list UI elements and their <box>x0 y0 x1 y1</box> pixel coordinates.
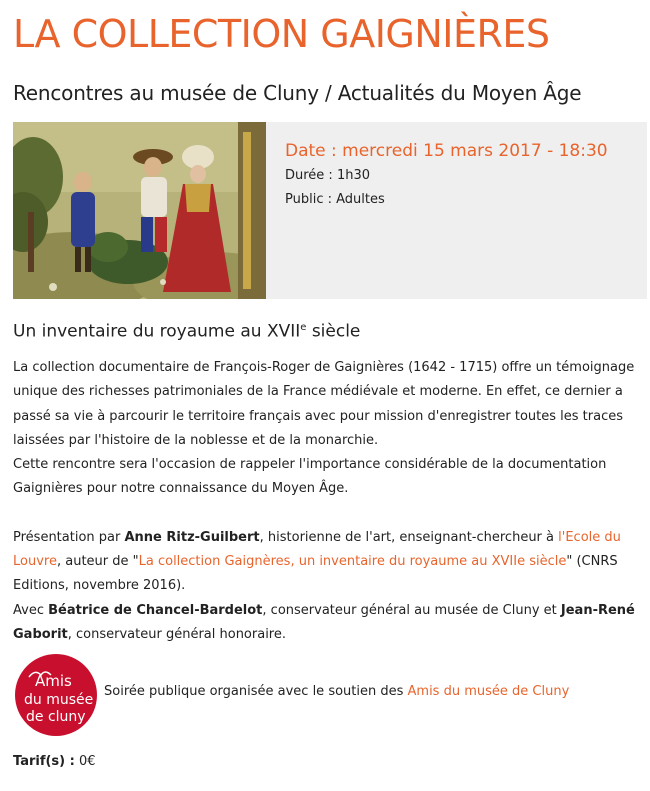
event-info-box <box>13 122 647 299</box>
section-title-main: Un inventaire du royaume au XVII <box>13 321 301 342</box>
event-audience: Public : Adultes <box>285 192 385 207</box>
presentation-text-a: Présentation par <box>13 529 125 545</box>
logo-text-line-3: de cluny <box>26 709 86 725</box>
speaker-name-3: Jean-René Gaborit <box>13 602 635 642</box>
presentation-text-d: " (CNRS Editions, novembre 2016). <box>13 554 618 594</box>
presentation-text-c: , auteur de " <box>56 554 139 570</box>
presentation-text-b: , historienne de l'art, enseignant-chercheur à <box>259 529 559 545</box>
partner-support-text: Soirée publique organisée avec le soutien des <box>104 684 408 699</box>
description-paragraph-1: La collection documentaire de François-Roger de Gaignières (1642 - 1715) offre un témoignage unique des richesses patrimoniales de la France médiévale et moderne. En effet, ce dernier a passé sa vie à parcourir le territoire français avec pour mission d'enregistrer toutes les traces laissées par l'histoire de la noblesse et de la monarchie. <box>13 360 635 448</box>
tarif-label: Tarif(s) : <box>13 754 75 769</box>
guests-paragraph <box>13 599 645 648</box>
description-paragraph-2: Cette rencontre sera l'occasion de rappeler l'importance considérable de la documentation Gaignières pour notre connaissance du Moyen Âge. <box>13 457 607 497</box>
presentation-paragraph <box>13 526 645 599</box>
section-title <box>13 314 360 346</box>
guests-text-c: , conservateur général honoraire. <box>67 626 286 642</box>
guests-text-a: Avec <box>13 602 49 618</box>
event-description <box>13 356 645 647</box>
page-title: LA COLLECTION GAIGNIÈRES <box>13 12 550 56</box>
speaker-name-2: Béatrice de Chancel-Bardelot <box>48 602 263 618</box>
section-title-end: siècle <box>306 321 361 342</box>
event-date: Date : mercredi 15 mars 2017 - 18:30 <box>285 141 608 161</box>
partner-text <box>104 681 569 703</box>
amis-du-musee-link[interactable]: Amis du musée de Cluny <box>407 684 570 699</box>
tarif-line <box>13 751 96 773</box>
event-details <box>285 138 608 212</box>
speaker-name-1: Anne Ritz-Guilbert <box>124 529 260 545</box>
partner-section <box>13 653 645 737</box>
page-subtitle: Rencontres au musée de Cluny / Actualités du Moyen Âge <box>13 81 582 105</box>
ecole-du-louvre-link[interactable]: l'Ecole du Louvre <box>13 529 621 570</box>
tarif-value: 0€ <box>74 754 96 769</box>
guests-text-b: , conservateur général au musée de Cluny et <box>262 602 561 618</box>
book-link[interactable]: La collection Gaignères, un inventaire du royaume au XVIIe siècle <box>138 554 567 570</box>
medieval-miniature-image <box>13 122 266 299</box>
logo-text-line-1: Amis <box>35 672 72 690</box>
event-duration: Durée : 1h30 <box>285 168 371 183</box>
event-illustration <box>13 122 266 299</box>
section-title-sup: e <box>300 322 307 333</box>
logo-text-line-2: du musée <box>24 692 94 708</box>
amis-du-musee-logo[interactable] <box>13 653 99 737</box>
